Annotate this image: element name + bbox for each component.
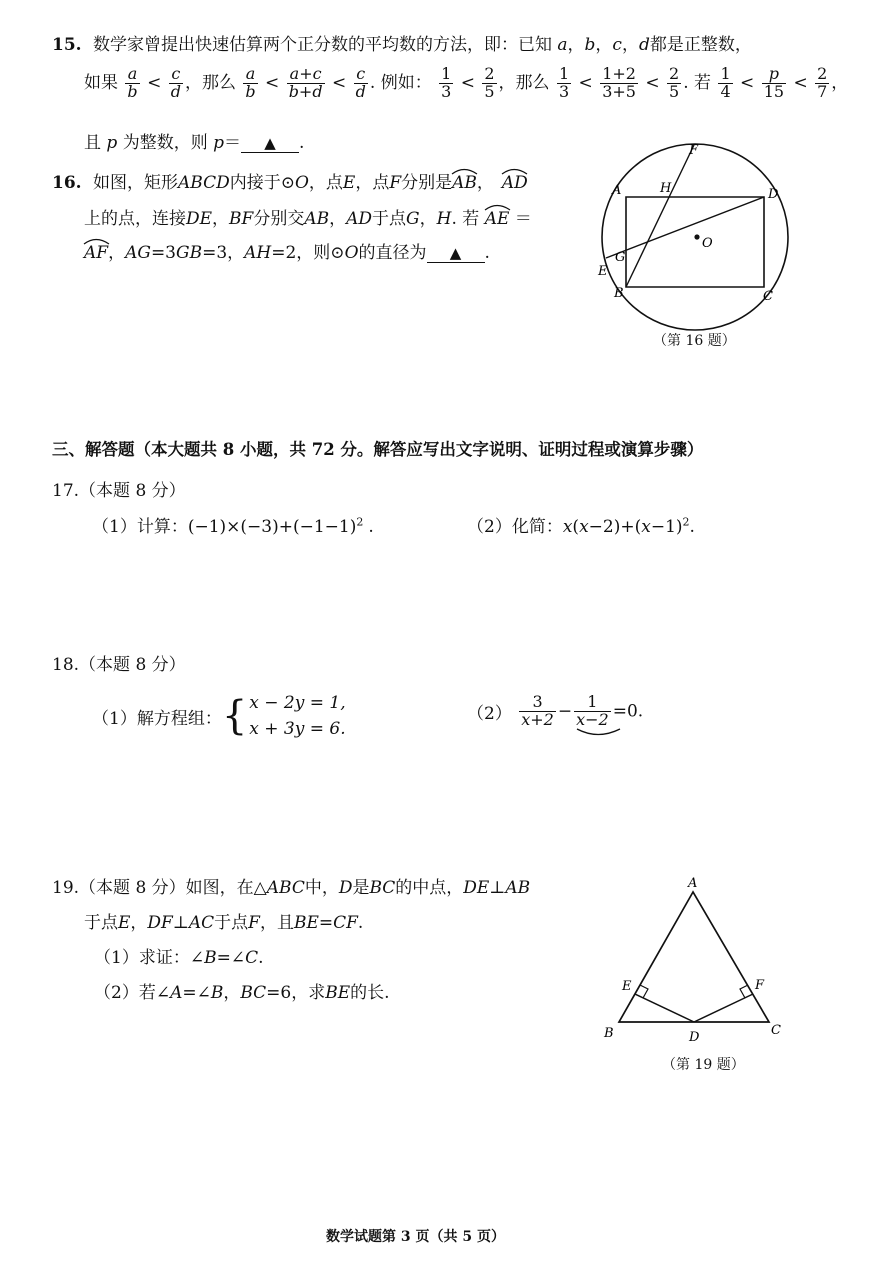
q19-text: =∠: [182, 983, 211, 1003]
var-h: H: [436, 209, 452, 229]
period: .: [258, 948, 264, 968]
q15-number: 15.: [52, 35, 82, 55]
page-footer: 数学试题第 3 页（共 5 页）: [326, 1229, 505, 1245]
q19-text: ，且: [259, 913, 294, 933]
arc-mark: [451, 167, 479, 175]
q15-text-end: 都是正整数，: [649, 35, 752, 55]
q15-example: . 例如：: [369, 72, 432, 93]
arc-af: AF: [84, 243, 108, 263]
q15-text: 数学家曾提出快速估算两个正分数的平均数的方法，即：已知: [92, 35, 552, 55]
label-b: B: [604, 1026, 614, 1041]
perp-sign: ⊥: [489, 878, 506, 898]
q16-line1: [52, 168, 528, 193]
comma: ，: [223, 983, 241, 1003]
q16-line2: [84, 204, 532, 229]
var-c: C: [245, 948, 259, 968]
fraction: $\frac{1}{4}$: [720, 64, 731, 101]
q19-text: 于点: [214, 913, 249, 933]
segment-df: [694, 994, 753, 1022]
var-df: DF: [147, 913, 173, 933]
var-gb: GB: [176, 243, 203, 263]
q19-line1: [52, 873, 530, 898]
label-g: G: [615, 250, 626, 265]
q16-text: 的直径为: [358, 243, 427, 263]
q18-part2: [467, 694, 643, 729]
q19-text: （2）若∠: [94, 983, 171, 1003]
arc-ae: AE: [485, 209, 510, 229]
label-o: O: [702, 236, 713, 251]
var-ag: AG: [125, 243, 151, 263]
q16-text: =2，则⊙: [271, 243, 345, 263]
var-ac: AC: [188, 913, 215, 933]
var-bc: BC: [369, 878, 396, 898]
comma: ，: [329, 209, 347, 229]
q18-part2-label: （2）: [467, 703, 512, 724]
label-c: C: [771, 1023, 781, 1038]
q15-and: 且: [84, 133, 101, 153]
lt-sign: <: [740, 72, 755, 93]
q19-text: =∠: [216, 948, 246, 968]
var-b: B: [210, 983, 224, 1003]
underline-mark: [576, 728, 622, 738]
comma: ，: [419, 209, 437, 229]
label-b: B: [614, 286, 624, 301]
q16-text: 上的点，连接: [84, 209, 186, 229]
equation-2: x + 3y = 6.: [249, 719, 346, 740]
period: .: [484, 243, 490, 263]
fraction: $\frac{1+2}{3+5}$: [602, 64, 636, 101]
exponent: 2: [356, 515, 364, 529]
equation-system: [249, 690, 345, 743]
q19-text: 的中点，: [395, 878, 464, 898]
q16-text: ，点: [308, 173, 343, 193]
arc-mark: [83, 237, 111, 245]
var-be: BE: [293, 913, 319, 933]
answer-blank[interactable]: [241, 135, 299, 153]
label-d: D: [768, 187, 779, 202]
var-x: x: [562, 517, 573, 537]
q18-part1: [92, 690, 346, 743]
comma: ，: [108, 243, 126, 263]
q16-line3: [84, 238, 490, 263]
equals-sign: ＝: [224, 133, 241, 153]
label-e: E: [598, 264, 608, 279]
q19-text: 是: [352, 878, 370, 898]
minus-sign: −: [557, 701, 573, 722]
var-ab: AB: [304, 209, 330, 229]
q16-text: 内接于⊙: [229, 173, 295, 193]
var-o: O: [294, 173, 309, 193]
label-a: A: [688, 876, 698, 891]
q17-part1: [92, 512, 374, 537]
q16-figure: [590, 140, 800, 355]
q16-text: =3: [150, 243, 176, 263]
var-abcd: ABCD: [177, 173, 230, 193]
answer-blank[interactable]: [427, 245, 485, 263]
lt-sign: <: [578, 72, 593, 93]
var-o: O: [344, 243, 359, 263]
var-ad: AD: [346, 209, 373, 229]
triangle-icon: ▲: [264, 134, 276, 152]
expr: −2)+(: [588, 517, 642, 537]
label-h: H: [660, 181, 672, 196]
fraction: $\frac{a}{b}$: [245, 64, 256, 101]
var-abc: ABC: [266, 878, 305, 898]
var-p: p: [213, 133, 224, 153]
comma: ，: [567, 35, 585, 55]
q16-text: 分别是: [401, 173, 453, 193]
exponent: 2: [682, 515, 690, 529]
fraction: $\frac{c}{d}$: [170, 64, 181, 101]
q15-integer-text: 为整数，则: [122, 133, 208, 153]
q19-text: （1）求证：∠: [94, 948, 205, 968]
label-c: C: [763, 289, 773, 304]
fraction: $\frac{1}{3}$: [558, 64, 570, 101]
comma: ，: [595, 35, 613, 55]
var-cf: CF: [333, 913, 358, 933]
q19-caption: （第 19 题）: [662, 1057, 745, 1073]
var-b: B: [204, 948, 217, 968]
var-be: BE: [325, 983, 351, 1003]
center-dot: [694, 234, 699, 239]
period: .: [689, 517, 695, 537]
fraction: $\frac{p}{15}$: [763, 64, 785, 101]
arc-ab: AB: [452, 173, 477, 193]
var-ab: AB: [505, 878, 531, 898]
paren: (: [572, 517, 580, 537]
comma: ，: [212, 209, 230, 229]
lt-sign: <: [460, 72, 475, 93]
var-p: p: [106, 133, 118, 153]
q15-if: 如果: [84, 72, 118, 93]
period: .: [368, 517, 374, 537]
q18-part1-label: （1）解方程组：: [92, 708, 222, 729]
lt-sign: <: [645, 72, 660, 93]
q16-text: =3，: [202, 243, 245, 263]
var-bc: BC: [240, 983, 267, 1003]
q18-header: 18.（本题 8 分）: [52, 655, 186, 675]
q16-caption: （第 16 题）: [653, 333, 736, 349]
segment-bf: [626, 145, 694, 287]
label-a: A: [612, 183, 622, 198]
arc-ad: AD: [502, 173, 528, 193]
q19-text: 的长.: [350, 983, 390, 1003]
var-d: d: [638, 35, 650, 55]
q15-line2: [84, 66, 848, 101]
fraction: $\frac{2}{5}$: [669, 64, 680, 101]
q15-if2: . 若: [683, 72, 712, 93]
q19-line2: [84, 908, 363, 933]
q15-then: ，那么: [184, 72, 236, 93]
label-e: E: [622, 979, 632, 994]
comma: ，: [476, 173, 494, 193]
var-a: A: [170, 983, 183, 1003]
lt-sign: <: [793, 72, 808, 93]
var-d: D: [338, 878, 353, 898]
var-ah: AH: [244, 243, 272, 263]
triangle-abc: [619, 892, 769, 1022]
q19-part1: [94, 943, 263, 968]
q16-text: 于点: [372, 209, 407, 229]
comma: ，: [621, 35, 639, 55]
fraction: $\frac{3}{x+2}$: [521, 692, 554, 729]
period: .: [299, 133, 305, 153]
var-de: DE: [186, 209, 213, 229]
period: .: [357, 913, 364, 933]
var-e: E: [118, 913, 131, 933]
q16-number: 16.: [52, 173, 82, 193]
equation-1: x − 2y = 1,: [249, 693, 346, 713]
perp-sign: ⊥: [172, 913, 189, 933]
equals-sign: ＝: [514, 209, 532, 229]
fraction: $\frac{1}{x-2}$: [574, 694, 611, 729]
var-f: F: [389, 173, 402, 193]
var-x: x: [579, 517, 589, 537]
q15-then: ，那么: [498, 72, 550, 93]
lt-sign: <: [265, 72, 280, 93]
fraction: $\frac{c}{d}$: [355, 64, 366, 101]
expr: −1): [650, 517, 683, 537]
fraction: $\frac{a+c}{b+d}$: [288, 64, 323, 101]
segment-de: [606, 197, 764, 258]
equals-sign: =: [318, 913, 334, 933]
fraction: $\frac{2}{7}$: [817, 64, 828, 101]
var-e: E: [342, 173, 356, 193]
q15-line3: [84, 128, 304, 153]
right-angle-f: [740, 985, 748, 998]
right-angle-e: [640, 985, 648, 998]
label-f: F: [689, 143, 699, 158]
q19-text: 于点: [84, 913, 118, 933]
q16-text: . 若: [451, 209, 480, 229]
label-f: F: [755, 978, 765, 993]
q19-text: 19.（本题 8 分）如图，在△: [52, 878, 267, 898]
var-de: DE: [463, 878, 490, 898]
q19-text: =6，求: [266, 983, 326, 1003]
section-3-title: 三、解答题（本大题共 8 小题，共 72 分。解答应写出文字说明、证明过程或演算步骤）: [52, 440, 704, 459]
q19-figure: [595, 870, 795, 1050]
q16-text: ，点: [355, 173, 390, 193]
var-c: c: [612, 35, 622, 55]
var-bf: BF: [229, 209, 254, 229]
fraction: $\frac{1}{3}$: [441, 64, 452, 101]
brace-icon: {: [221, 693, 248, 740]
fraction: $\frac{a}{b}$: [127, 64, 138, 101]
lt-sign: <: [147, 72, 162, 93]
q15-line1: [52, 30, 752, 55]
q16-text: 分别交: [253, 209, 305, 229]
segment-de: [635, 994, 694, 1022]
lt-sign: <: [331, 72, 347, 93]
q19-part2: [94, 978, 390, 1003]
comma: ，: [831, 72, 849, 93]
var-x: x: [641, 517, 651, 537]
q19-text: 中，: [304, 878, 339, 898]
q17-part1-text: （1）计算：(−1)×(−3)+(−1−1): [92, 517, 357, 537]
comma: ，: [130, 913, 148, 933]
q16-text: 如图，矩形: [92, 173, 178, 193]
triangle-icon: ▲: [449, 244, 462, 262]
fraction: $\frac{2}{5}$: [484, 64, 495, 101]
arc-mark: [484, 203, 512, 211]
q17-part2: [467, 512, 695, 537]
q17-header: 17.（本题 8 分）: [52, 481, 186, 501]
var-g: G: [406, 209, 420, 229]
arc-mark: [501, 167, 529, 175]
var-b: b: [584, 35, 596, 55]
var-a: a: [557, 35, 568, 55]
label-d: D: [689, 1030, 700, 1045]
q17-part2-label: （2）化简：: [467, 517, 563, 537]
equals-zero: =0.: [612, 701, 644, 722]
var-f: F: [248, 913, 260, 933]
